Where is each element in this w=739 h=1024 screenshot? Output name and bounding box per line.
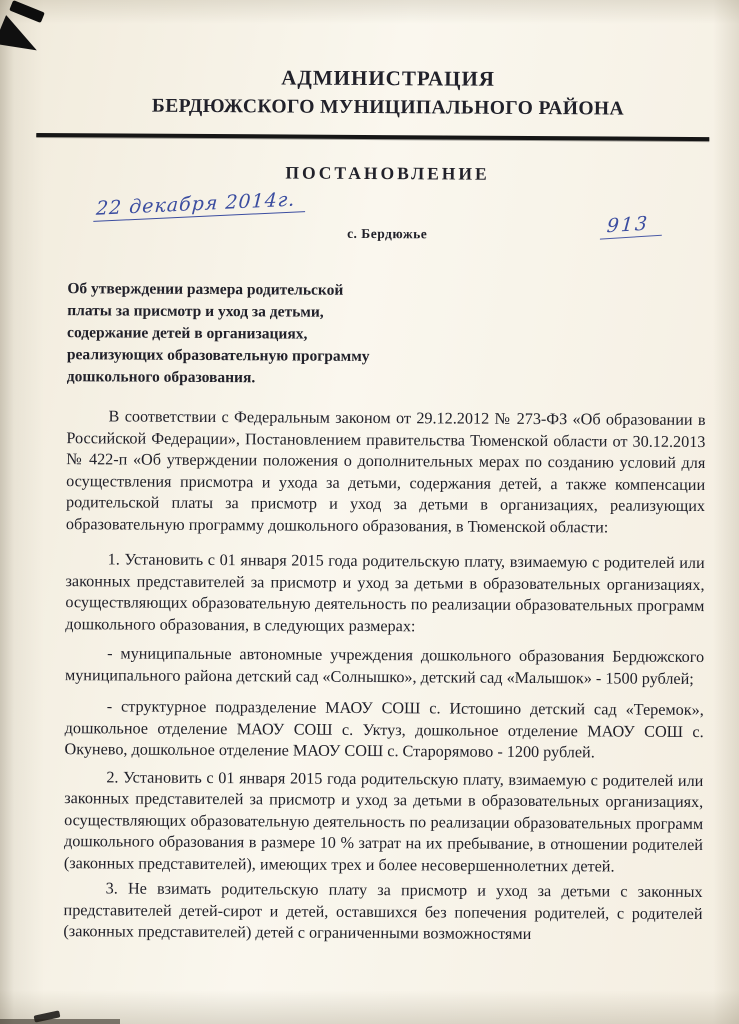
paragraph-item-1b: - структурное подразделение МАОУ СОШ с. Истошино детский сад «Теремок», дошкольное отделение МАОУ СОШ с. Уктуз, дошкольное отделение МАОУ СОШ с. Окунево, дошкольное отделение МАОУ СОШ с. Старорямово - 1200 рублей. xyxy=(64,697,704,762)
organization-name-line1: АДМИНИСТРАЦИЯ xyxy=(281,65,496,91)
paragraph-item-1: 1. Установить с 01 января 2015 года родительскую плату, взимаемую с родителей или законных представителей за присмотр и уход за детьми в образовательных организациях, осуществляющих образовательную деятельность по реализации образовательных программ дошкольного образования, в следующих размерах: xyxy=(65,550,705,635)
paragraph-item-2: 2. Установить с 01 января 2015 года родительскую плату, взимаемую с родителей или законных представителей за присмотр и уход за детьми в образовательных организациях, осуществляющих образовательную деятельность по реализации образовательных программ дошкольного образования в размере 10 % затрат на их пребывание, в отношении родителей (законных представителей), имеющих трех и более несовершеннолетних детей. xyxy=(63,767,704,876)
document-subject xyxy=(67,278,468,390)
paragraph-preamble: В соответствии с Федеральным законом от 29.12.2012 № 273-ФЗ «Об образовании в Российской Федерации», Постановлением правительства Тюменской области от 30.12.2013 № 422-п «Об утверждении положения о дополнительных мерах по созданию условий для осуществления присмотра и ухода за детьми, содержания детей, а также компенсации родительской платы за присмотр и уход за детьми в организациях, реализующих образовательную программу дошкольного образования, в Тюменской области: xyxy=(65,407,706,536)
subject-line: содержание детей в организациях, xyxy=(67,324,308,343)
subject-line: дошкольного образования. xyxy=(66,368,256,387)
subject-line: реализующих образовательную программу xyxy=(66,346,370,365)
document-meta-row xyxy=(68,188,707,258)
paragraph-item-3: 3. Не взимать родительскую плату за присмотр и уход за детьми с законных представителей детей-сирот и детей, оставшихся без попечения родителей, с родителей (законных представителей) детей с ограниченными возможностями xyxy=(63,879,703,943)
letterhead xyxy=(68,64,707,121)
subject-line: платы за присмотр и уход за детьми, xyxy=(67,302,324,321)
place-name: с. Бердюжье xyxy=(347,225,428,242)
letterhead-divider xyxy=(36,133,709,141)
document-type-title: ПОСТАНОВЛЕНИЕ xyxy=(285,162,490,184)
handwritten-document-number: 913 xyxy=(600,212,664,240)
handwritten-date: 22 декабря 2014г. xyxy=(93,188,306,222)
organization-name-line2: БЕРДЮЖСКОГО МУНИЦИПАЛЬНОГО РАЙОНА xyxy=(151,95,625,120)
paragraph-item-1a: - муниципальные автономные учреждения дошкольного образования Бердюжского муниципального района детский сад «Солнышко», детский сад «Малышок» - 1500 рублей; xyxy=(64,644,705,688)
document-body xyxy=(63,406,705,946)
subject-line: Об утверждении размера родительской xyxy=(67,280,344,299)
